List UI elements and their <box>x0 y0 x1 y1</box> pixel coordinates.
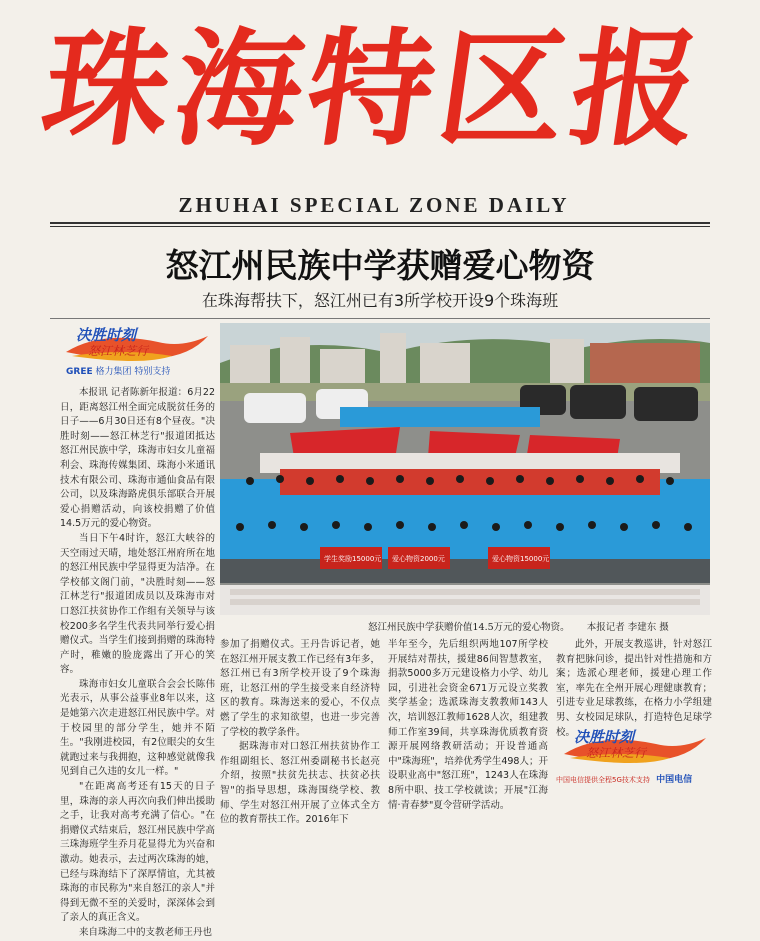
article-column-2 <box>220 638 380 826</box>
paragraph: 本报讯 记者陈新年报道：6月22日，距离怒江州全面完成脱贫任务的日子——6月30日还有8个昼夜。"决胜时刻——怒江林芝行"报道团抵达怒江州民族中学，珠海市妇女儿童福利会、珠海传媒集团、珠海小米通讯技术有限公司、珠海市通仙食品有限公司，以及珠海路虎俱乐部联合开展爱心捐赠活动，向该校捐赠了价值14.5万元的爱心物资。 <box>60 387 215 530</box>
sponsor-line <box>66 364 216 377</box>
donation-board-1: 学生奖励15000元 <box>324 555 382 563</box>
china-telecom-logo: 中国电信 <box>656 775 693 785</box>
masthead-title-cn: 珠海特区报 <box>33 15 715 163</box>
series-logo-subtitle: 怒江林芝行 <box>88 344 149 358</box>
photo-credit: 本报记者 李建东 摄 <box>586 622 669 633</box>
series-logo-subtitle: 怒江林芝行 <box>586 746 647 760</box>
paragraph: 此外，开展支教巡讲，针对怒江教育把脉问诊，提出针对性措施和方案；选派心理老师，援建心理工作室，率先在全州开展心理健康教育；引进专业足球教练，在格力小学组建男、女校园足球队，打造特色足球学校。 <box>556 639 712 738</box>
masthead-title-en: ZHUHAI SPECIAL ZONE DAILY <box>178 193 570 217</box>
paragraph: 珠海市妇女儿童联合会会长陈伟光表示，从事公益事业8年以来，这是她第六次走进怒江州民族中学。对于校园里的部分学生，她并不陌生。"我刚进校园，有2位眼尖的女生就跑过来与我拥抱，这种感觉就像我见到自己久违的女儿一样。" <box>60 678 215 778</box>
series-logo-title: 决胜时刻 <box>574 728 635 746</box>
series-logo-title: 决胜时刻 <box>76 326 137 344</box>
paragraph: 半年至今，先后组织两地107所学校开展结对帮扶，援建86间智慧教室，捐款5000多万元建设格力小学、幼儿园，引进社会资金671万元设立奖教奖学基金；选派珠海支教教师143人次，培训怒江教师1628人次，组建教师工作室39间，共享珠海优质教育资源开展网络教研活动；开设普通高中"珠海班"，培养优秀学生498人；开设职业高中"怒江班"，1243人在珠海8所中职、技工学校就读；开展"江海情·青春梦"夏令营研学活动。 <box>388 639 548 811</box>
headline-rule <box>50 318 710 319</box>
paragraph: 来自珠海二中的支教老师王丹也 <box>79 926 213 938</box>
donation-board-3: 爱心物资15000元 <box>492 555 550 563</box>
news-photo <box>220 323 710 615</box>
masthead-rule-top <box>50 222 710 224</box>
gree-brand: GREE <box>66 367 93 377</box>
footer-sponsor-line: 中国电信提供全程5G技术支持 <box>556 776 650 784</box>
paragraph: 当日下午4时许，怒江大峡谷的天空雨过天晴，地处怒江州府所在地的怒江州民族中学显得更为洁净。在学校郁文阁门前，"决胜时刻——怒江林芝行"报道团成员以及珠海市对口怒江扶贫协作工作组有关领导与该校200多名学生代表共同举行爱心捐赠仪式。当学生们接到捐赠的珠海特产时，稚嫩的脸庞露出了开心的笑容。 <box>60 532 215 676</box>
masthead-rule-bottom <box>50 226 710 227</box>
footer-sponsor <box>556 772 716 785</box>
donation-board-2: 爱心物资2000元 <box>392 555 445 563</box>
article-column-1 <box>60 386 215 938</box>
paragraph: 据珠海市对口怒江州扶贫协作工作组副组长、怒江州委副秘书长赵亮介绍，按照"扶贫先扶志、扶贫必扶智"的指导思想，珠海围绕学校、教师、学生对怒江州开展了立体式全方位的教育帮扶工作。2016年下 <box>220 741 380 826</box>
sponsor-tag: 特别支持 <box>134 367 171 377</box>
gree-sponsor: 格力集团 <box>95 367 132 377</box>
photo-caption: 怒江州民族中学获赠价值14.5万元的爱心物资。 <box>368 622 570 633</box>
photo-caption-row <box>368 619 713 633</box>
article-column-3 <box>388 638 548 811</box>
masthead <box>0 0 748 240</box>
paragraph: 参加了捐赠仪式。王丹告诉记者，她在怒江州开展支教工作已经有3年多，怒江州已有3所学校开设了9个珠海班，让怒江州的学生接受来自经济特区的教育。珠海送来的爱心，不仅点燃了学生的求知欲望，也进一步完善了学校的教学条件。 <box>220 639 380 738</box>
subhead: 在珠海帮扶下，怒江州已有3所学校开设9个珠海班 <box>201 291 559 310</box>
headline: 怒江州民族中学获赠爱心物资 <box>165 246 595 285</box>
paragraph: "在距离高考还有15天的日子里，珠海的亲人再次向我们伸出援助之手，让我对高考充满了信心。"在捐赠仪式结束后，怒江州民族中学高三珠海班学生乔月花显得尤为兴奋和激动。她表示，去过两次珠海的她，已经与珠海结下了深厚情谊，尤其被珠海的市民称为"来自怒江的亲人"并得到无微不至的关爱时，深深体会到了亲人的真正含义。 <box>60 781 215 924</box>
